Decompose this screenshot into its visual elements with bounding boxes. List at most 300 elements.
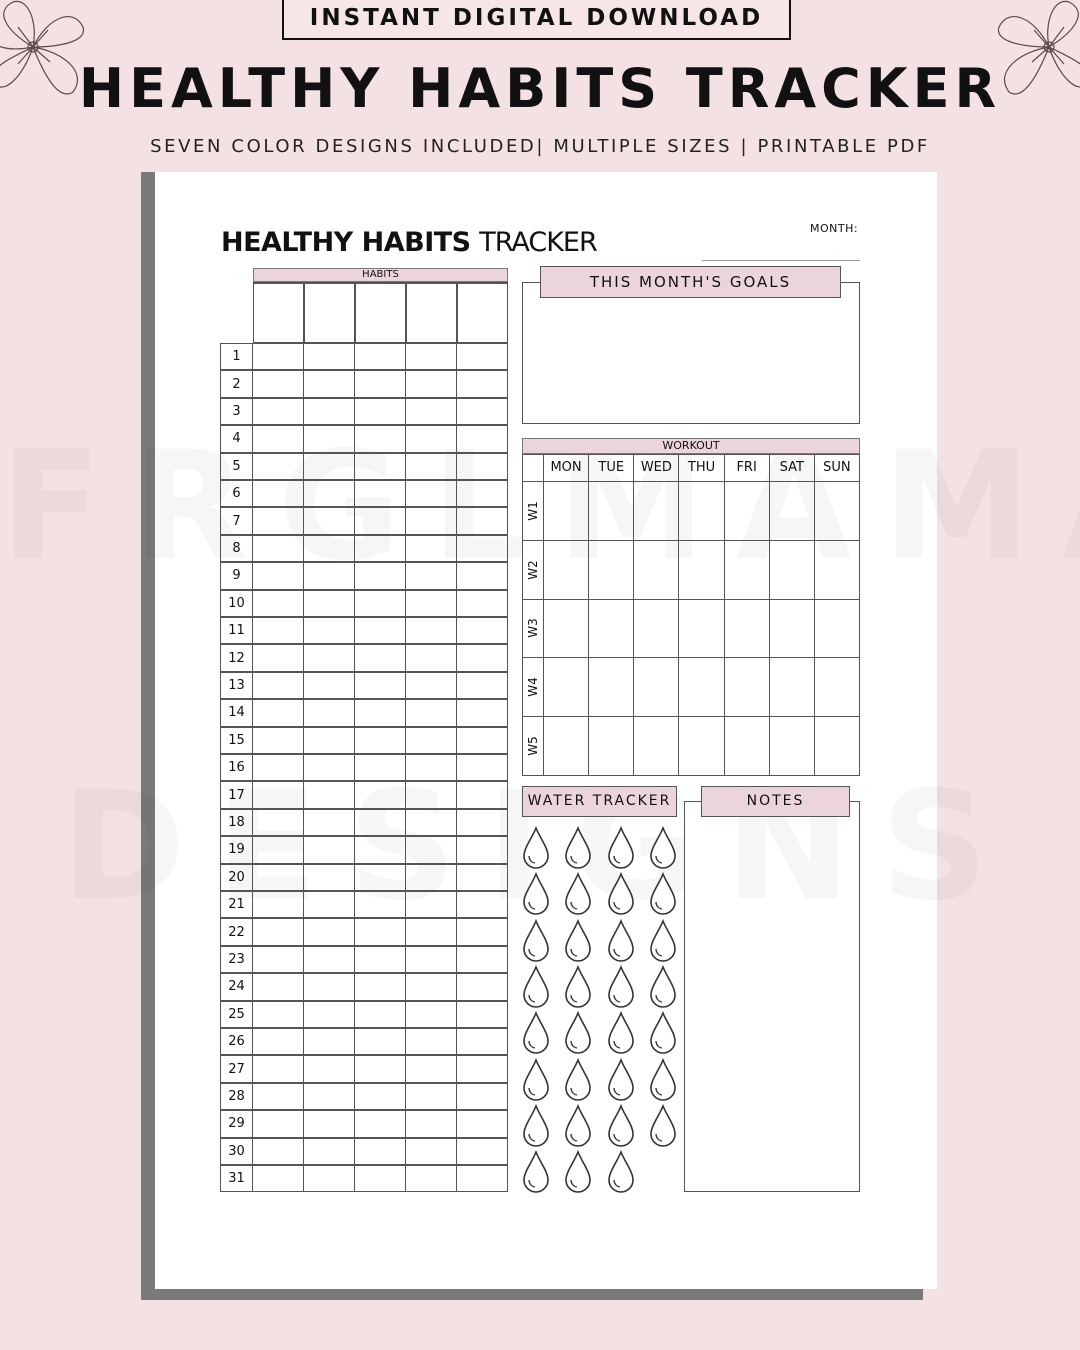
habit-check-cell [355,699,406,726]
habit-check-cell [355,507,406,534]
habit-check-cell [406,1028,457,1055]
habit-check-cell [304,480,355,507]
habit-check-cell [304,398,355,425]
habit-check-cell [457,617,508,644]
week-label-cell [522,482,544,541]
water-drop-icon [649,965,677,1009]
habit-check-cell [304,617,355,644]
habit-day-row [220,507,508,534]
habit-check-cell [355,1083,406,1110]
day-number: 23 [220,946,253,973]
habit-name-cell [406,282,457,343]
habit-check-cell [457,1083,508,1110]
workout-cell [770,482,815,541]
workout-cell [544,600,589,659]
habit-check-cell [304,727,355,754]
habit-check-cell [253,973,304,1000]
habit-check-cell [355,1110,406,1137]
habit-check-cell [304,1028,355,1055]
day-number: 3 [220,398,253,425]
habit-check-cell [304,1083,355,1110]
day-number: 13 [220,672,253,699]
habit-check-cell [253,343,304,370]
water-drop-icon [607,965,635,1009]
habit-day-row [220,864,508,891]
habit-name-cell [304,282,355,343]
habit-check-cell [457,1110,508,1137]
water-drop-icon [522,1150,550,1194]
habit-check-cell [355,754,406,781]
week-label-cell [522,600,544,659]
week-label-cell [522,541,544,600]
habit-check-cell [355,590,406,617]
habit-check-cell [355,836,406,863]
habit-day-row [220,836,508,863]
water-drop-icon [564,826,592,870]
habit-day-row [220,370,508,397]
habit-day-row [220,672,508,699]
habit-check-cell [406,864,457,891]
habit-check-cell [253,836,304,863]
habit-check-cell [406,1165,457,1192]
workout-cell [544,541,589,600]
habit-check-cell [304,562,355,589]
water-drop-icon [522,1058,550,1102]
week-label-cell [522,717,544,776]
habit-check-cell [406,535,457,562]
water-drop-icon [607,1104,635,1148]
water-drop-icon [564,1058,592,1102]
notes-box [684,801,860,1192]
habit-check-cell [406,1110,457,1137]
workout-cell [815,482,860,541]
habit-check-cell [406,891,457,918]
day-number: 19 [220,836,253,863]
habit-check-cell [253,1165,304,1192]
habit-check-cell [355,1165,406,1192]
day-number: 31 [220,1165,253,1192]
habit-check-cell [406,727,457,754]
habit-check-cell [253,781,304,808]
habit-check-cell [406,617,457,644]
habit-check-cell [457,727,508,754]
habit-day-row [220,946,508,973]
habit-check-cell [457,480,508,507]
water-drop-icon [522,965,550,1009]
water-drop-icon [607,1058,635,1102]
planner-title-bold: HEALTHY HABITS [221,227,471,258]
workout-cell [725,658,770,717]
habit-check-cell [406,1138,457,1165]
habit-check-cell [304,699,355,726]
planner-title-light: TRACKER [479,227,597,258]
weekday-label: WED [634,454,679,482]
water-drop-icon [607,1150,635,1194]
habit-check-cell [457,809,508,836]
habit-check-cell [253,398,304,425]
habit-name-cell [355,282,406,343]
workout-cell [679,482,724,541]
page-subtitle: SEVEN COLOR DESIGNS INCLUDED| MULTIPLE SIZES | PRINTABLE PDF [150,136,930,157]
habit-check-cell [253,946,304,973]
month-label: MONTH: [810,222,859,235]
habit-check-cell [406,398,457,425]
workout-cell [544,717,589,776]
habit-check-cell [253,535,304,562]
habit-check-cell [304,781,355,808]
habit-day-row [220,973,508,1000]
habit-check-cell [457,918,508,945]
habit-check-cell [355,453,406,480]
habits-header: HABITS [253,268,508,282]
habit-check-cell [457,590,508,617]
water-drop-icon [522,919,550,963]
habit-check-cell [355,946,406,973]
workout-cell [770,717,815,776]
habit-day-row [220,891,508,918]
habit-check-cell [355,370,406,397]
habit-day-row [220,809,508,836]
habit-check-cell [406,699,457,726]
water-drop-icon [564,965,592,1009]
week-label: W3 [526,618,540,639]
day-number: 17 [220,781,253,808]
habit-check-cell [457,453,508,480]
habit-check-cell [304,343,355,370]
habit-check-cell [253,1110,304,1137]
habit-check-cell [457,946,508,973]
habit-check-cell [406,370,457,397]
habit-check-cell [355,918,406,945]
day-number: 5 [220,453,253,480]
habit-check-cell [406,809,457,836]
habit-day-row [220,1055,508,1082]
day-number: 7 [220,507,253,534]
water-drop-icon [564,1104,592,1148]
habit-day-row [220,617,508,644]
day-number: 4 [220,425,253,452]
day-number: 14 [220,699,253,726]
workout-cell [770,658,815,717]
habit-check-cell [253,1001,304,1028]
habit-check-cell [406,480,457,507]
workout-cell [725,541,770,600]
day-number: 22 [220,918,253,945]
habit-day-row [220,644,508,671]
habit-check-cell [304,918,355,945]
water-drop-icon [649,826,677,870]
habit-check-cell [406,343,457,370]
day-number: 1 [220,343,253,370]
habit-check-cell [304,453,355,480]
habit-check-cell [355,425,406,452]
habit-check-cell [355,535,406,562]
notes-header: NOTES [701,786,850,817]
habit-check-cell [304,425,355,452]
habit-check-cell [304,809,355,836]
habit-check-cell [406,754,457,781]
day-number: 8 [220,535,253,562]
water-drop-icon [564,1150,592,1194]
habit-check-cell [457,1028,508,1055]
habit-check-cell [457,1138,508,1165]
habit-check-cell [457,398,508,425]
habit-check-cell [355,343,406,370]
workout-cell [589,658,634,717]
day-number: 21 [220,891,253,918]
habit-check-cell [253,727,304,754]
habit-check-cell [304,946,355,973]
habit-day-row [220,453,508,480]
workout-cell [589,717,634,776]
workout-cell [815,600,860,659]
water-drop-icon [522,1011,550,1055]
habit-check-cell [355,562,406,589]
habit-day-row [220,754,508,781]
habit-check-cell [406,946,457,973]
habit-check-cell [253,1055,304,1082]
week-label-cell [522,658,544,717]
page-title: HEALTHY HABITS TRACKER [78,57,1002,120]
habit-check-cell [406,644,457,671]
workout-cell [634,717,679,776]
water-drop-icon [607,1011,635,1055]
habit-check-cell [253,507,304,534]
habit-check-cell [253,754,304,781]
habit-check-cell [457,864,508,891]
habit-check-cell [304,836,355,863]
habit-check-cell [253,453,304,480]
habit-check-cell [304,507,355,534]
habit-day-row [220,1110,508,1137]
habit-check-cell [253,864,304,891]
habit-check-cell [304,1001,355,1028]
habit-check-cell [253,590,304,617]
habit-name-cell [457,282,508,343]
habit-check-cell [253,644,304,671]
day-number: 24 [220,973,253,1000]
water-drop-icon [522,826,550,870]
water-drop-icon [607,919,635,963]
habit-check-cell [355,973,406,1000]
day-number: 6 [220,480,253,507]
habit-check-cell [355,480,406,507]
day-number: 26 [220,1028,253,1055]
water-drop-icon [564,919,592,963]
habit-name-cell [253,282,304,343]
day-number: 29 [220,1110,253,1137]
habit-check-cell [304,672,355,699]
workout-cell [679,600,724,659]
habit-check-cell [355,672,406,699]
weekday-label: TUE [589,454,634,482]
habit-check-cell [457,836,508,863]
habit-check-cell [253,370,304,397]
habit-check-cell [253,617,304,644]
workout-cell [544,658,589,717]
habit-check-cell [457,973,508,1000]
habit-day-row [220,727,508,754]
water-drop-icon [564,872,592,916]
day-number: 20 [220,864,253,891]
workout-cell [725,717,770,776]
habit-check-cell [406,453,457,480]
workout-cell [770,541,815,600]
week-label: W4 [526,677,540,698]
habit-check-cell [457,343,508,370]
habit-day-row [220,480,508,507]
day-number: 28 [220,1083,253,1110]
water-drop-icon [607,872,635,916]
habit-check-cell [355,864,406,891]
day-number: 9 [220,562,253,589]
habit-check-cell [457,425,508,452]
water-drop-icon [649,872,677,916]
habit-check-cell [457,672,508,699]
habit-day-row [220,425,508,452]
week-label: W1 [526,501,540,521]
habit-check-cell [457,1165,508,1192]
habit-check-cell [406,507,457,534]
habit-check-cell [457,562,508,589]
day-number: 16 [220,754,253,781]
workout-cell [544,482,589,541]
habit-check-cell [253,1028,304,1055]
habit-check-cell [253,1083,304,1110]
habit-check-cell [457,370,508,397]
habit-check-cell [253,480,304,507]
habit-check-cell [355,398,406,425]
workout-cell [589,600,634,659]
day-number: 15 [220,727,253,754]
habit-check-cell [457,891,508,918]
habit-day-row [220,590,508,617]
habit-check-cell [304,1055,355,1082]
habit-day-row [220,918,508,945]
habit-check-cell [253,562,304,589]
habit-check-cell [304,1138,355,1165]
habit-check-cell [253,672,304,699]
habit-check-cell [253,699,304,726]
habit-check-cell [304,864,355,891]
habit-check-cell [253,891,304,918]
habit-day-row [220,562,508,589]
habit-check-cell [304,370,355,397]
habit-check-cell [457,644,508,671]
habit-check-cell [304,1110,355,1137]
habit-check-cell [253,1138,304,1165]
week-label: W5 [526,736,540,756]
habit-check-cell [406,425,457,452]
weekday-label: SAT [770,454,815,482]
habit-check-cell [304,891,355,918]
habit-check-cell [457,699,508,726]
habit-check-cell [406,973,457,1000]
workout-cell [679,717,724,776]
habit-check-cell [355,727,406,754]
habit-day-row [220,1001,508,1028]
water-tracker-header: WATER TRACKER [522,786,677,817]
weekday-label: THU [679,454,724,482]
habit-check-cell [355,644,406,671]
habit-day-row [220,1165,508,1192]
day-number: 30 [220,1138,253,1165]
workout-cell [589,541,634,600]
habit-check-cell [457,535,508,562]
workout-cell [770,600,815,659]
workout-cell [815,717,860,776]
day-number: 10 [220,590,253,617]
habit-check-cell [355,1055,406,1082]
habit-day-row [220,699,508,726]
month-line [702,260,860,261]
day-number: 18 [220,809,253,836]
water-drop-icon [649,1104,677,1148]
workout-cell [725,482,770,541]
habit-check-cell [355,891,406,918]
workout-cell [679,658,724,717]
habit-check-cell [304,973,355,1000]
workout-cell [679,541,724,600]
day-number: 11 [220,617,253,644]
habit-check-cell [406,672,457,699]
workout-grid [522,454,860,776]
workout-cell [815,541,860,600]
goals-box [522,282,860,424]
workout-cell [634,482,679,541]
goals-header: THIS MONTH'S GOALS [540,266,841,298]
habit-check-cell [406,562,457,589]
habit-check-cell [406,1001,457,1028]
habit-check-cell [406,590,457,617]
workout-cell [725,600,770,659]
habit-check-cell [304,535,355,562]
habit-day-row [220,398,508,425]
habit-day-row [220,1028,508,1055]
habit-check-cell [355,809,406,836]
habit-check-cell [457,1055,508,1082]
habit-check-cell [355,617,406,644]
water-drop-icon [522,1104,550,1148]
day-number: 25 [220,1001,253,1028]
habit-day-row [220,535,508,562]
habit-check-cell [304,754,355,781]
water-drop-icon [649,919,677,963]
habit-day-row [220,1083,508,1110]
day-number: 12 [220,644,253,671]
water-drop-icon [649,1011,677,1055]
water-drop-icon [522,872,550,916]
habit-check-cell [253,425,304,452]
day-number: 27 [220,1055,253,1082]
habit-day-row [220,781,508,808]
habit-check-cell [457,754,508,781]
habit-check-cell [406,836,457,863]
weekday-label: FRI [725,454,770,482]
habit-check-cell [304,644,355,671]
habit-check-cell [406,1055,457,1082]
workout-header: WORKOUT [522,438,860,454]
habit-check-cell [457,507,508,534]
habit-check-cell [304,1165,355,1192]
habit-check-cell [355,1028,406,1055]
habit-check-cell [406,1083,457,1110]
water-drop-icon [564,1011,592,1055]
workout-cell [634,600,679,659]
habit-day-row [220,343,508,370]
habit-check-cell [304,590,355,617]
habit-check-cell [355,781,406,808]
